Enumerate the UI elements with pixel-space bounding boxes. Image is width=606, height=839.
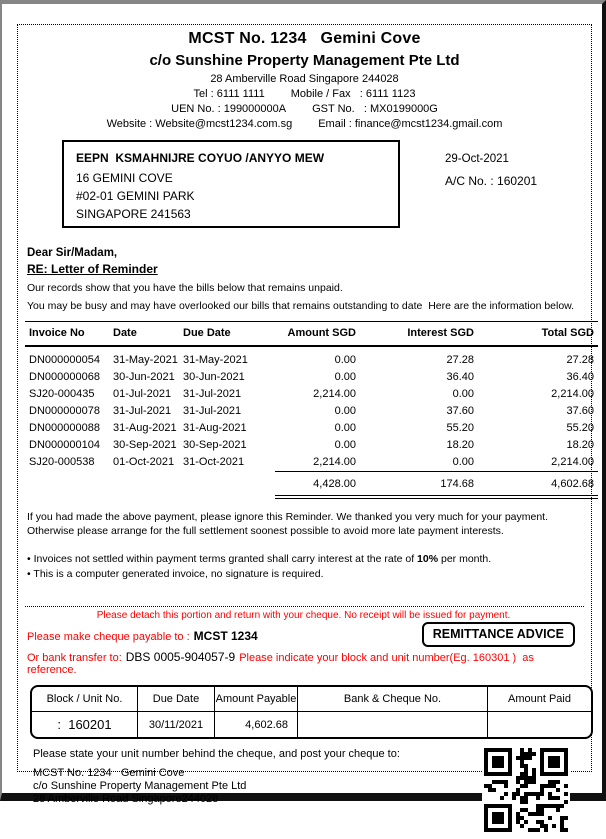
cell-due-date: 31-May-2021 <box>183 354 248 366</box>
note-item-1 <box>27 552 584 567</box>
cell-amount: 0.00 <box>334 371 356 383</box>
cell-total: 18.20 <box>566 439 594 451</box>
cell-interest: 37.60 <box>446 405 474 417</box>
payment-col-unit: Block / Unit No. <box>32 687 138 712</box>
account-number-line <box>445 174 537 188</box>
cell-invoice-no: SJ20-000435 <box>29 388 95 400</box>
cell-date: 31-May-2021 <box>113 354 178 366</box>
invoice-row <box>25 420 598 437</box>
cell-total: 36.40 <box>566 371 594 383</box>
cell-due-date: 30-Sep-2021 <box>183 439 247 451</box>
note-bold-rate: 10% <box>417 553 439 565</box>
cell-interest: 18.20 <box>446 439 474 451</box>
recipient-address-line1: 16 GEMINI COVE <box>76 171 173 185</box>
invoice-row <box>25 437 598 454</box>
cell-total: 2,214.00 <box>551 456 594 468</box>
total-amount: 4,428.00 <box>275 472 360 498</box>
invoice-row <box>25 454 598 472</box>
bank-reference-note: Please indicate your block and unit number(Eg. 160301 ) as reference. <box>27 652 537 676</box>
subject-line: RE: Letter of Reminder <box>27 262 158 276</box>
recipient-address-line2: #02-01 GEMINI PARK <box>76 189 195 203</box>
col-header-due-date: Due Date <box>183 322 275 347</box>
payment-bank-cheque-value <box>298 712 488 737</box>
cell-invoice-no: DN000000054 <box>29 354 100 366</box>
cell-invoice-no: DN000000078 <box>29 405 100 417</box>
note-text: Invoices not settled within payment terms granted shall carry interest at the rate of <box>33 553 418 565</box>
cell-amount: 0.00 <box>334 439 356 451</box>
cell-invoice-no: DN000000068 <box>29 371 100 383</box>
invoice-row <box>25 346 598 369</box>
org-address: 28 Amberville Road Singapore 244028 <box>210 73 399 85</box>
footer-address-line2: c/o Sunshine Property Management Pte Ltd <box>33 780 247 792</box>
cell-date: 01-Jul-2021 <box>113 388 172 400</box>
reminder-letter-document <box>17 24 594 805</box>
cell-amount: 2,214.00 <box>313 388 356 400</box>
cell-due-date: 31-Jul-2021 <box>183 405 242 417</box>
cell-date: 30-Jun-2021 <box>113 371 175 383</box>
col-header-invoice-no: Invoice No <box>25 322 113 347</box>
contact-website: Website : Website@mcst1234.com.sg <box>106 118 293 130</box>
bank-transfer-label: Or bank transfer to: <box>27 652 122 664</box>
invoice-row <box>25 369 598 386</box>
body-paragraph-1: Our records show that you have the bills below that remains unpaid. <box>27 282 343 294</box>
payment-col-amount-paid: Amount Paid <box>488 687 591 712</box>
col-header-amount: Amount SGD <box>275 322 360 347</box>
recipient-section <box>25 138 584 234</box>
invoice-row <box>25 386 598 403</box>
payment-amount-paid-value <box>488 712 591 737</box>
notes-list <box>27 552 584 582</box>
payment-col-bank-cheque: Bank & Cheque No. <box>298 687 488 712</box>
qr-code <box>482 746 570 834</box>
cell-interest: 0.00 <box>452 456 474 468</box>
invoice-table-header-row <box>25 322 598 347</box>
footer-section <box>27 748 580 806</box>
account-number-value: 160201 <box>497 174 538 188</box>
cell-due-date: 31-Aug-2021 <box>183 422 247 434</box>
cell-invoice-no: SJ20-000538 <box>29 456 95 469</box>
contact-tel: Tel : 6111 1111 <box>193 88 265 100</box>
cheque-payee: MCST 1234 <box>193 629 258 643</box>
letter-meta <box>445 153 537 188</box>
total-interest: 174.68 <box>360 472 478 498</box>
cheque-payable-label: Please make cheque payable to : <box>27 631 190 643</box>
contact-row-reg <box>25 103 584 115</box>
bullet-icon: • <box>27 553 31 565</box>
org-subtitle: c/o Sunshine Property Management Pte Ltd <box>149 52 460 69</box>
contact-uen: UEN No. : 199000000A <box>171 103 287 115</box>
cell-amount: 2,214.00 <box>313 456 356 468</box>
bank-account-number: DBS 0005-904057-9 <box>125 650 236 664</box>
detach-note: Please detach this portion and return with your cheque. No receipt will be issued for payment. <box>96 610 511 621</box>
contact-row-phone <box>25 88 584 100</box>
salutation: Dear Sir/Madam, <box>27 247 118 259</box>
letter-date: 29-Oct-2021 <box>445 153 509 165</box>
remittance-advice-badge: REMITTANCE ADVICE <box>422 622 575 647</box>
recipient-address-box <box>62 140 400 228</box>
cell-due-date: 31-Jul-2021 <box>183 388 242 400</box>
total-overall: 4,602.68 <box>478 472 598 498</box>
bank-transfer-line <box>27 650 580 676</box>
contact-row-web <box>25 118 584 130</box>
payment-unit-value: : 160201 <box>32 712 138 737</box>
cell-date: 30-Sep-2021 <box>113 439 177 451</box>
cell-total: 27.28 <box>566 354 594 366</box>
account-number-label: A/C No. : <box>445 174 498 188</box>
contact-gst: GST No. : MX0199000G <box>312 103 438 115</box>
cell-date: 31-Jul-2021 <box>113 405 172 417</box>
footer-instruction: Please state your unit number behind the cheque, and post your cheque to: <box>33 748 400 760</box>
cell-invoice-no: DN000000088 <box>29 422 100 434</box>
closing-section <box>25 510 584 582</box>
invoice-row <box>25 403 598 420</box>
cell-invoice-no: DN000000104 <box>29 439 100 451</box>
cell-date: 01-Oct-2021 <box>113 456 175 469</box>
cell-amount: 0.00 <box>334 354 356 366</box>
payment-table <box>30 685 593 739</box>
org-title: MCST No. 1234 Gemini Cove <box>188 30 421 47</box>
letter-header <box>25 30 584 130</box>
col-header-date: Date <box>113 322 183 347</box>
closing-paragraph-1: If you had made the above payment, please ignore this Reminder. We thanked you very much for your payment. <box>27 511 549 523</box>
note-item-2 <box>27 567 584 582</box>
recipient-address-line3: SINGAPORE 241563 <box>76 207 191 221</box>
bullet-icon: • <box>27 568 31 580</box>
note-text: per month. <box>438 553 492 565</box>
body-paragraph-2: You may be busy and may have overlooked our bills that remains outstanding to date Here are the information below. <box>27 300 575 312</box>
remittance-section <box>25 606 584 806</box>
cell-interest: 0.00 <box>452 388 474 400</box>
contact-mobile-fax: Mobile / Fax : 6111 1123 <box>290 88 416 100</box>
payment-amount-payable-value: 4,602.68 <box>215 712 298 737</box>
footer-address-line3: 28 Amberville Road Singapore244028 <box>33 793 219 805</box>
contact-email: Email : finance@mcst1234.gmail.com <box>318 118 503 130</box>
payment-col-due-date: Due Date <box>138 687 215 712</box>
payment-due-date-value: 30/11/2021 <box>138 712 215 737</box>
recipient-name: EEPN KSMAHNIJRE COYUO /ANYYO MEW <box>76 151 325 165</box>
cell-amount: 0.00 <box>334 422 356 434</box>
totals-row <box>25 472 598 498</box>
payment-row <box>32 712 591 737</box>
cell-total: 2,214.00 <box>551 388 594 400</box>
col-header-total: Total SGD <box>478 322 598 347</box>
note-text: This is a computer generated invoice, no signature is required. <box>33 568 324 580</box>
cell-interest: 36.40 <box>446 371 474 383</box>
cell-amount: 0.00 <box>334 405 356 417</box>
cell-total: 37.60 <box>566 405 594 417</box>
invoice-table <box>25 321 598 499</box>
payment-col-amount-payable: Amount Payable <box>215 687 298 712</box>
footer-address-line1: MCST No. 1234 Gemini Cove <box>33 767 185 779</box>
col-header-interest: Interest SGD <box>360 322 478 347</box>
cell-interest: 27.28 <box>446 354 474 366</box>
cell-due-date: 31-Oct-2021 <box>183 456 245 469</box>
cell-date: 31-Aug-2021 <box>113 422 177 434</box>
closing-paragraph-2: Otherwise please arrange for the full settlement soonest possible to avoid more late payment interests. <box>27 525 504 537</box>
cell-interest: 55.20 <box>446 422 474 434</box>
cell-due-date: 30-Jun-2021 <box>183 371 245 383</box>
payment-table-header-row <box>32 687 591 712</box>
cell-total: 55.20 <box>566 422 594 434</box>
